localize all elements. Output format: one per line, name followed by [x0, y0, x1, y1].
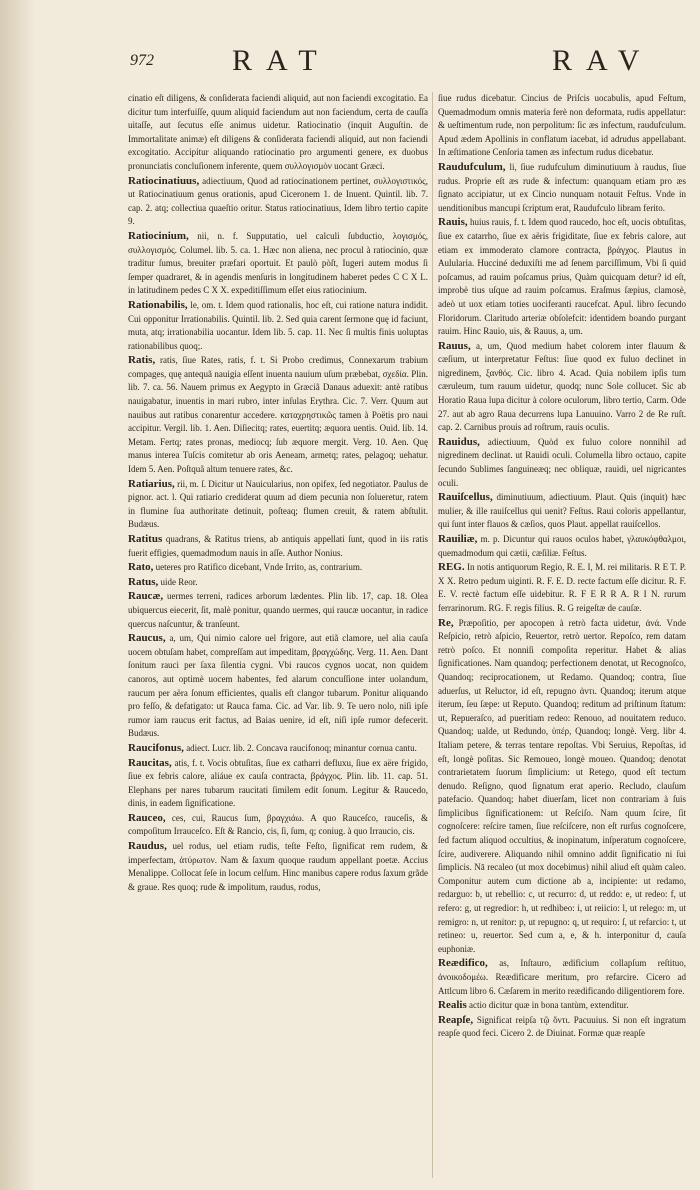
right-column [438, 92, 686, 1178]
dictionary-entry [438, 161, 686, 215]
entry-lemma: Reapſe, [438, 1013, 474, 1026]
column-divider [432, 92, 433, 1178]
entry-text: ſiue rudus dicebatur. Cincius de Priſcis uocabulis, apud Feſtum, Quemadmodum omnis materia ferè non deformata, rudis appellatur: & ueſtimentum rude, non perpolitum: ſic æs infectum, raudufculum. Apud ædem Apollinis in conflatum iacebat, id adrudus appellabant. In æſtimatione Cenſoria tamen æs infectum rudus dicebatur. [438, 93, 686, 158]
dictionary-entry [438, 957, 686, 998]
entry-text: adiectiuum, Quod ad ratiocinationem pertinet, συλλογιστικός, ut Ratiocinatiuum genus orationis, apud Ciceronem 1. de Inuent. Quintil. lib. 7. cap. 2. atq; collectiua quaeſtio oritur. Status ratiocinatiuus, Idem libro tertio capite 9. [128, 175, 428, 227]
entry-text: diminutiuum, adiectiuum. Plaut. Quis (inquit) hæc mulier, & ille rauiſcellus qui uenit? Feſtus. Raui coloris appellantur, qui ſunt inter flauos & cæſios, quos Plaut. appellat rauiſcellos. [438, 492, 686, 530]
page-header [100, 44, 672, 84]
dictionary-entry [438, 491, 686, 532]
binding-shadow [0, 0, 36, 1190]
entry-text: nii, n. f. Supputatio, uel calculi ſubductio, λογισμός, συλλογισμός. Columel. lib. 5. ca. 1. Hæc non aliena, nec procul à ratiocinio, quæ traditur ſumus, breuiter præfari oportuit. Et paulò pòſt, Iugeri autem modus ſi ſemper quadraret, & in agendis menſuris in longitudinem haberet pedes C C X L. in latitudinem pedes C X X. expeditiſſimum eſſet eius ratiocinium. [128, 230, 428, 296]
entry-text: uel rodus, uel etiam rudis, teſte Feſto, ſignificat rem rudem, & imperfectam, ἀτύρωτον. Nam & ſaxum quoque raudum appellant poetæ. Accius Menalippe. Collocat ſeſe in locum celſum. Hinc manibus capere rodus ſaxum grãde & graue. Res quoq; rude & impolitum, raudus, rodus, [128, 841, 428, 892]
dictionary-entry [128, 299, 428, 353]
dictionary-entry [128, 230, 428, 298]
dictionary-entry [438, 561, 686, 615]
entry-text: actio dicitur quæ in bona tantùm, extenditur. [466, 1000, 629, 1011]
dictionary-entry [438, 340, 686, 435]
dictionary-entry [438, 999, 686, 1013]
dictionary-entry [438, 533, 686, 560]
entry-lemma: Rauiſcellus, [438, 491, 493, 504]
entry-lemma: Raudus, [128, 840, 167, 853]
entry-text: ces, cui, Raucus ſum, βραγχιάω. A quo Rauceſco, rauceſis, & compoſitum Irrauceſco. Eſt & Rancio, cis, ſi, ſum, q; coniug. à quo Irraucio, cis. [128, 812, 428, 837]
entry-text: uermes terreni, radices arborum lædentes. Plin lib. 17, cap. 18. Olea ubiquercus eiecerit, ſit, malè ponitur, quando uermes, qui raucæ uocantur, in radice quercus naſcuntur, & tranſeunt. [128, 591, 428, 629]
dictionary-entry [128, 590, 428, 631]
entry-lemma: Rauidus, [438, 435, 480, 448]
entry-lemma: Ratiarius, [128, 477, 175, 490]
dictionary-entry [438, 617, 686, 957]
entry-lemma: Rato, [128, 561, 154, 574]
dictionary-entry [128, 812, 428, 839]
entry-text: rii, m. ſ. Dicitur ut Nauicularius, non opifex, ſed negotiator. Paulus de pignor. act. l. Qui ratiario crediderat quum ad diem pecunia non ſolueretur, ratem in flumine ſua authoritate detinuit, poſteaq; flumen creuit, & ratem abſtulit. Budæus. [128, 478, 428, 530]
entry-lemma: Rauus, [438, 339, 471, 352]
dictionary-entry [128, 576, 428, 590]
dictionary-entry [128, 561, 428, 575]
dictionary-entry [128, 92, 428, 174]
dictionary-entry [128, 742, 428, 756]
running-headword-left: RAT [232, 44, 331, 77]
running-headword-right: RAV [552, 44, 654, 77]
entry-lemma: Ratus, [128, 575, 159, 588]
entry-text: huius rauis, f. t. Idem quod raucedo, hoc eſt, uocis obtuſitas, ſiue ex catarrho, ſiue ex aëris frigiditate, ſiue ex febris calore, aut etiam ex immoderato clamore contracta, βράγχος. Plautus in Aulularia. Hucciné deduxiſti me ad ſenem parciſſimum, Vbi ſi quid poſcamus, ad rauim poſcamus prius, Quàm quicquam detur? id eſt, improbè tius uſque ad rauim poſcamus. Eraſmus ſæpius, clamosè, adeò ut uox etiam toties uociferanti raucefcat. Apul. libro ſecundo Floridorum. Claritudo arteriæ obſolefcit: identidem boando purgant rauim. Hinc Rauio, uis, & Rauus, a, um. [438, 217, 686, 337]
entry-text: ueteres pro Ratifico dicebant, Vnde Irrito, as, contrarium. [153, 562, 363, 573]
entry-text: cinatio eſt diligens, & conſiderata faciendi aliquid, aut non faciendi excogitatio. Ea dicitur tum interfuiſſe, quum aliquid faciendum aut non faciendum, certa de cauſſa uitaſſe, aut ſecutus eſſe animus uidetur. Ratiocinatio (inquit Auguſtin. de Immortalitate animæ) eſt diligens & conſiderata faciendi aliquid, aut non faciendi excogitatio. Accipitur aliquando ratiocinatio pro argumenti genere, ex duobus pronunciatis concluſionem inferente, quem συλλογισμὸν uocant Græci. [128, 93, 428, 171]
entry-lemma: Raudufculum, [438, 160, 506, 173]
entry-text: a, um, Quod medium habet colorem inter flauum & cæſium, ut interpretatur Feſtus: ſiue quod ex fuluo declinet in nigredinem, ξανθός. Cic. libro 4. Acad. Quia nobilem ipſis tum cæruleum, tum rauum uidetur, quodq; nunc Sole collucet. Sic ab Horatio Raua lupa dicitur à colore oculorum, libro tertio, Carm. Ode 27. aut ab agro Raua decurrens lupa Lanuuino. Varro 2 de Re ruſt. cap. 2. Carnibus prouis ad roſtrum, rauis oculis. [438, 340, 686, 433]
dictionary-entry [128, 533, 428, 560]
left-column [128, 92, 428, 1178]
entry-text: li, ſiue rudufculum diminutiuum à raudus, ſiue rudus. Proprie eſt æs rude & infectum: quanquam etiam pro æs ſignato accipiatur, ut ex Cincio nunquam notauit Feſtus. Vnde in uenditionibus mancupi ſcriptum erat, Raudufculo libram ferito. [438, 161, 686, 213]
entry-lemma: Rauceo, [128, 811, 166, 824]
entry-text: as, Inſtauro, ædificium collapſum reſtituo, ἀνοικοδομέω. Reædificare meritum, pro refarcire. Cicero ad Attlcum libro 6. Cæſarem in merito reædificando diligentiorem fore. [438, 958, 686, 996]
page-number: 972 [130, 52, 154, 69]
entry-lemma: Re, [438, 616, 454, 629]
dictionary-entry [438, 436, 686, 490]
dictionary-entry [128, 632, 428, 741]
entry-lemma: Raucæ, [128, 590, 164, 603]
entry-lemma: Rauiliæ, [438, 533, 478, 545]
entry-lemma: Raucitas, [128, 756, 172, 769]
dictionary-entry [128, 757, 428, 811]
dictionary-entry [128, 478, 428, 532]
dictionary-entry [128, 354, 428, 476]
entry-text: le, om. t. Idem quod rationalis, hoc eſt, cui ratione natura indidit. Cui opponitur Irrationabilis. Quintil. lib. 2. Sed quia carent ſermone quę id faciunt, muta, atq; irrationabilia uocantur. Idem lib. 5. cap. 11. Nec ſi multis finis uoluptas rationabilibus quoq;. [128, 299, 428, 351]
dictionary-entry [438, 216, 686, 338]
entry-lemma: Rauis, [438, 216, 468, 229]
entry-text: quadrans, & Ratitus triens, ab antiquis appellati ſunt, quod in iis ratis fuerit effigies, quemadmodum nauis in aſſe. Author Nonius. [128, 534, 428, 558]
entry-text: adiect. Lucr. lib. 2. Concava raucifonoq; minantur cornua cantu. [183, 742, 417, 753]
entry-text: uide Reor. [158, 576, 198, 587]
entry-lemma: Ratiocinatiuus, [128, 174, 200, 187]
dictionary-entry [128, 175, 428, 229]
entry-lemma: Reædifico, [438, 957, 488, 970]
entry-lemma: REG. [438, 561, 465, 574]
entry-lemma: Raucus, [128, 632, 166, 645]
entry-lemma: Rationabilis, [128, 298, 188, 311]
entry-text: atis, f. t. Vocis obtuſitas, ſiue ex catharri defluxu, ſiue ex aëre frigido, ſiue ex febris calore, aliáue ex cauſa contracta, βράγχος. Plin. lib. 11. cap. 51. Elephans per nares tubarum raucitati ſimilem edit ſonum. Legitur & Raucedo, dinis, in eadem ſignificatione. [128, 757, 428, 809]
entry-text: ratis, ſiue Rates, ratis, f. t. Si Probo credimus, Connexarum trabium compages, quę antequã nauigia eſſent inuenta nauium uſum præbebat, σχεδία. Plin. lib. 7. ca. 56. Nauem primus ex Aegypto in Græciã Danaus aduexit: antè ratibus nauigabatur, inuentis in mari rubro, inter inſulas Erythra. Cic. 7. Verr. Quum aut nauibus aut ratibus conarentur accedere. καταχρηστικῶς tamen à Poëtis pro naui accipitur. Vergil. lib. 1. Aen. Diſiecitq; rates, euertitq; æquora uentis. Ouid. lib. 14. Metam. Fertq; rates pronas, mediocq; ſub æquore mergit. Verg. 10. Aen. Quę manus interea Tuſcis comitetur ab oris Aeneam, armetq; rates, pelagoq; uehatur. Idem 5. Aen. Poſtquã altum tenuere rates, &c. [128, 355, 428, 475]
entry-lemma: Ratitus [128, 533, 163, 545]
dictionary-entry [438, 1014, 686, 1041]
dictionary-entry [128, 840, 428, 894]
entry-text: Significat reipſa τῷ ὄντι. Pacuuius. Si non eſt ingratum reapſe quod feci. Cicero 2. de Diuinat. Formæ quæ reapſe [438, 1014, 686, 1039]
entry-text: m. p. Dicuntur qui rauos oculos habet, γλαυκόφθαλμοι, quemadmodum qui cætii, cæſiliæ. Feſtus. [438, 534, 686, 558]
entry-lemma: Raucifonus, [128, 741, 184, 754]
entry-lemma: Ratis, [128, 354, 156, 367]
entry-lemma: Ratiocinium, [128, 229, 189, 242]
entry-text: Præpoſitio, per apocopen à retrò facta uidetur, ἀνά. Vnde Reſpicio, retrò aſpicio, Reuertor, retrò uertor. Repoſco, rem datam retrò poſco. Et nonniſi compoſita reperitur. Habet & alias ſignificationes. Nam quandoq; perfectionem denotat, ut Recognoſco, Quandoq; reciprocationem, ut Redamo. Quandoq; contra, ſiue aduerſus, ut Reluctor, id eſt, repugno ἀντι. Quandoq; iterum atque iterum, ſeu ſæpe: ut Reputo. Quandoq; reditum ad priſtinum ſtatum: ut, Repueraſco, ad pueritiam redeo: Renouo, ad nouitatem reduco. Quandoq; ualde, ut Redundo, ὑπέρ, Quandoq; longè. Verg. libr 4. Italiam petere, & terras tentare repoſtas. Vbi Seruius, Repoſtas, id eſt, longè poſitas. Sic Remoueo, longè moueo. Quandoq; denotat contrarietatem ſuorum ſimplicium: ut Retego, quod eſt tectum denudo. Reſigno, quod ſignatum erat aperio. Recludo, clauſum patefacio. Quandoq; habet diuerſam, licet non contrariam à ſuis ſimplicibus ſignificationem: ut Reſciſo. Nam quum ſcire, ſit cognoſcere: reſcire tamen, ſiue reſciſcere, non eſt rurſus cognoſcere, ſed factum aliquod occultius, & inopinatum, inſperatum cognoſcere, ſcire, audiverere. Aliquando nihil omnino addit ſignificatio ni ſui ſimplicis. Nā recaleo (ut mox docebimus) nihil aliud eſt quàm caleo. Componitur autem cum dictione ab a, incipiente: ut redamo, redarguo: b, ut rebellio: c, ut recurro: d, ut reddo: e, ut redeo: f, ut refero: g, ut regredior: h, ut redhibeo: i, ut reiicio: l, ut relego: m, ut remigro: n, ut renitor: p, ut repugno: q, ut requiro: ſ, ut refarcio: t, ut retineo: u, reuertor. Sed cum a, e, & h. interponitur d, cauſa euphoniæ. [438, 617, 686, 954]
entry-text: a, um, Qui nimio calore uel frigore, aut etiã clamore, uel alia cauſa uocem obtuſam habet, compreſſam aut impeditam, βραγχώδης. Verg. 11. Aen. Dant ſonitum rauci per ſaxa ſilentia cygni. Vbi raucos cygnos uocat, non quidem canoros, aut optimè uocem habentes, fed alarum concuſſione inter uolandum, raucum per aëra ſonum efficientes, qualis eſt clangor tubarum. Ponitur aliquando pro feſſo, & defatigato: ut Rauca fama. Cic. ad Var. lib. 9. Te uero nolo, niſi ipſe rumor iam raucus erit factus, ad Baias uenire, id eſt, niſi ipſe rumor defecerit. Budæus. [128, 633, 428, 739]
entry-text: adiectiuum, Quòd ex fuluo colore nonnihil ad nigredinem declinat. ut Rauidi oculi. Columella libro octauo, capite ſecundo Sublimes ſanguineæq; nec obliquæ, rauidi, uel nigricantes oculi. [438, 436, 686, 488]
dictionary-entry [438, 92, 686, 160]
entry-lemma: Realis [438, 999, 467, 1012]
entry-text: In notis antiquorum Regio, R. E. I, M. rei militaris. R E T. P. X X. Retro pedum uiginti. R. F. E. D. recte factum eſſe dicitur. R. F. E. V. rectè factum eſſe uidebitur. R. F E R R A. R I N. rurum ferrarinorum. RG. F. regis filius. R. G reigeſtæ de cauſæ. [438, 562, 686, 613]
